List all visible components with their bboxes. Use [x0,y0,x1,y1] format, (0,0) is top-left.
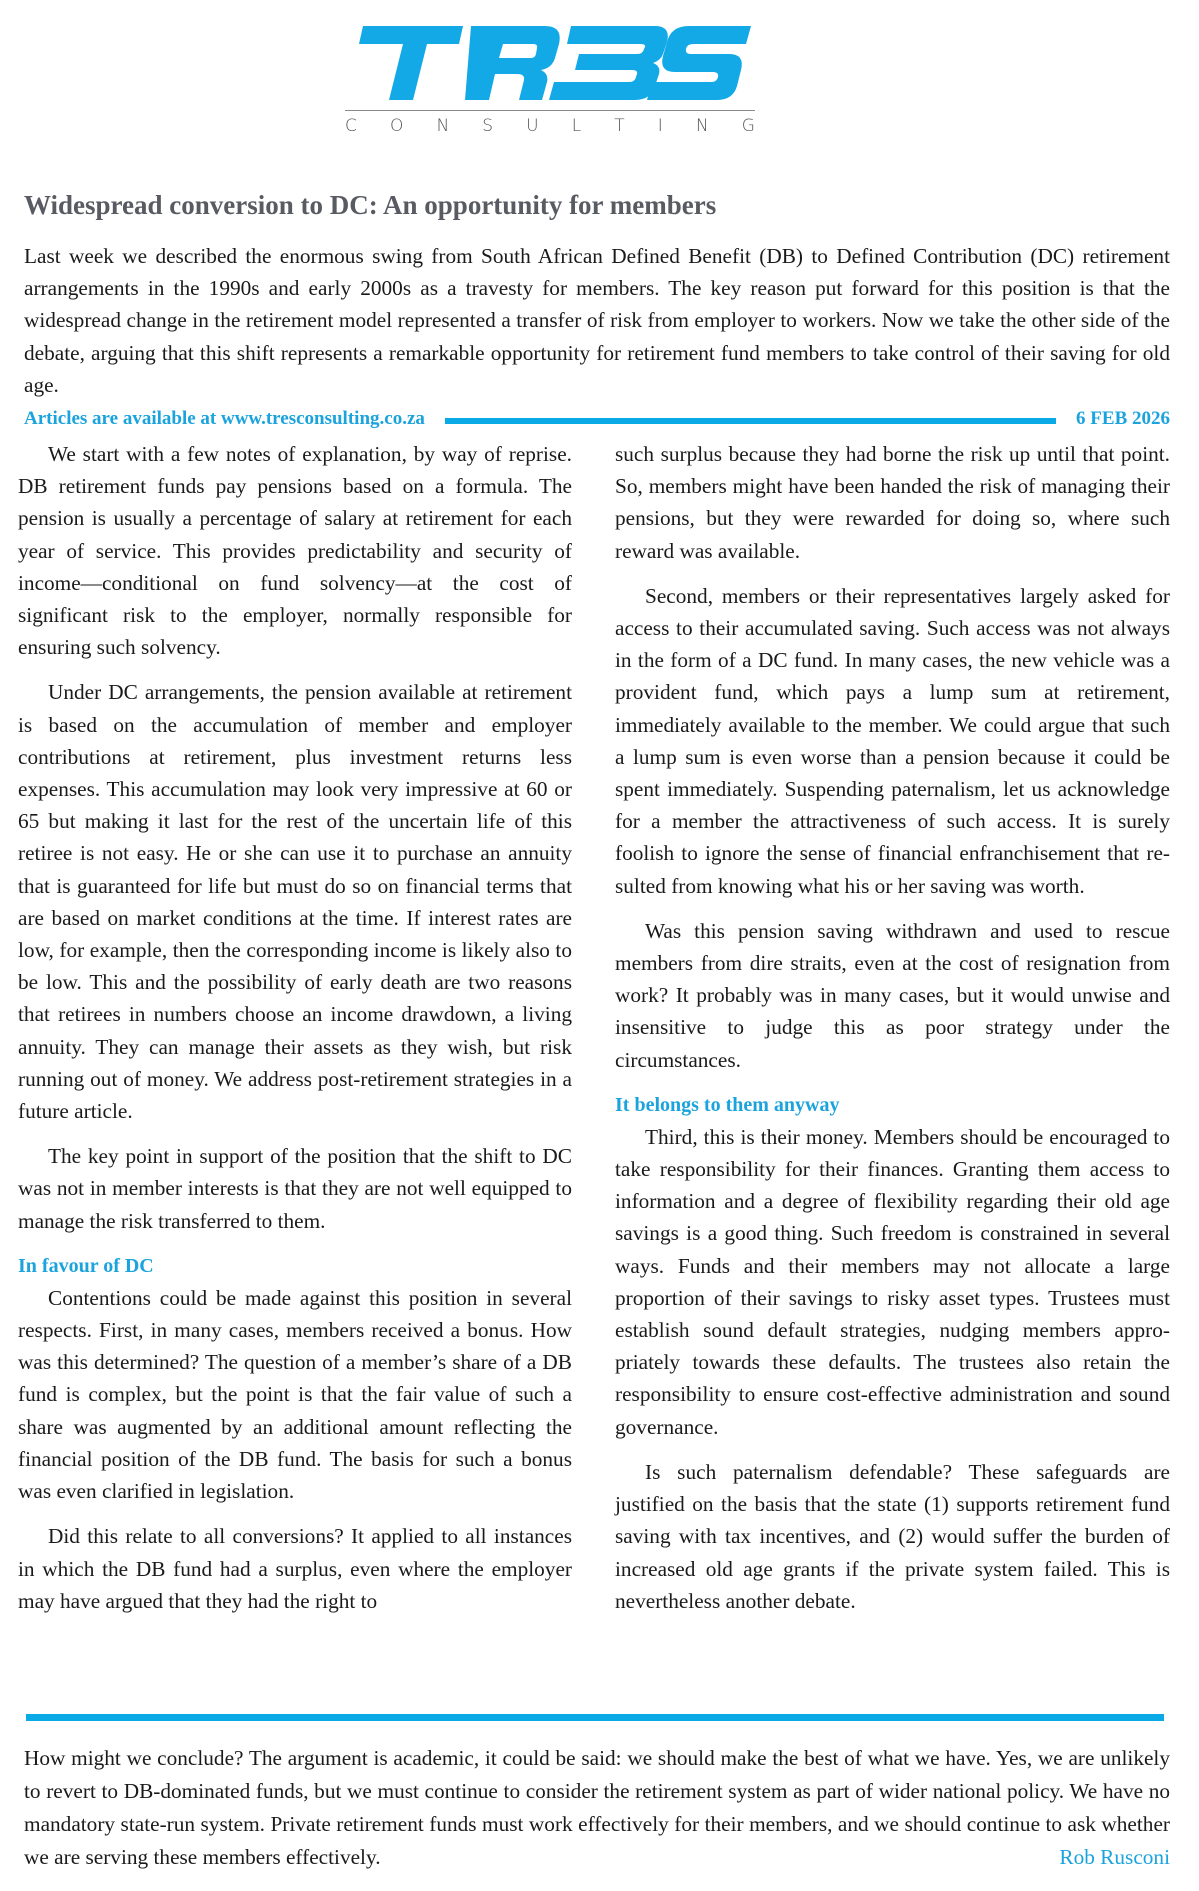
paragraph: Under DC arrangements, the pension available at retirement is based on the accumulation of member and employer contributions at retirement, plus investment returns less expenses. This accumulation may look very impressive at 60 or 65 but making it last for the rest of the uncertain life of this retiree is not easy. He or she can use it to purchase an annuity that is guaranteed for life but must do so on financial terms that are based on market conditions at the time. If interest rates are low, for example, then the corresponding income is likely also to be low. This and the possibility of early death are two reasons that retirees in numbers choose an income drawdown, a living annuity. They can manage their assets as they wish, but risk running out of money. We address post-retirement strategies in a future article. [18,680,572,1124]
article-intro: Last week we described the enormous swing from South African Defined Benefit (DB) to Defined Contribution (DC) retirement arrangements in the 1990s and early 2000s as a travesty for members. The key reason put forward for this position is that the widespread change in the retirement model represented a transfer of risk from employer to workers. Now we take the other side of the debate, arguing that this shift represents a remarkable opportunity for retirement fund members to take control of their saving for old age. [24,244,1170,397]
dateline-rule [445,418,1056,424]
right-column [615,438,1170,1630]
dateline [24,406,1170,432]
logo-divider [345,110,755,111]
paragraph: The key point in support of the position that the shift to DC was not in member interests is that they are not well equipped to manage the risk transferred to them. [18,1144,572,1233]
paragraph: Second, members or their representatives largely asked for access to their accumulated saving. Such access was not always in the form of a DC fund. In many cases, the new vehicle was a provident fund, which pays a lump sum at retirement, immediately available to the member. We could argue that such a lump sum is even worse than a pension because it could be spent immediately. Suspending paternalism, let us acknowledge for a member the attractiveness of such access. It is surely foolish to ignore the sense of financial enfranchisement that resulted from knowing what his or her saving was worth. [615,583,1170,898]
logo-subtitle: C O N S U L T I N G [345,116,755,136]
paragraph: Third, this is their money. Members should be encouraged to take responsibility for their finances. Granting them access to information and a degree of flexibility regarding their old age savings is a good thing. Such freedom is constrained in several ways. Funds and their members may not allocate a large proportion of their savings to risky asset types. Trustees must establish sound default strategies, nudging members appropriately towards these defaults. The trustees also retain the responsibility to ensure cost-effective administration and sound governance. [615,1124,1170,1439]
paragraph: We start with a few notes of explanation, by way of reprise. DB retirement funds pay pensions based on a formula. The pension is usually a percentage of salary at retirement for each year of service. This provides predictability and security of income—conditional on fund solvency—at the cost of significant risk to the employer, normally responsible for ensuring such solvency. [18,442,572,660]
paragraph: Was this pension saving withdrawn and used to rescue members from dire straits, even at the cost of resignation from work? It probably was in many cases, but it would unwise and insensitive to judge this as poor strategy under the circumstances. [615,918,1170,1072]
logo-mark-icon [345,22,755,102]
tres-consulting-logo [345,22,755,140]
author-name: Rob Rusconi [1059,1845,1170,1869]
footer-divider [26,1714,1164,1721]
conclusion-text: How might we conclude? The argument is academic, it could be said: we should make the best of what we have. Yes, we are unlikely to revert to DB-dominated funds, but we must continue to consider the retirement system as part of wider national policy. We have no mandatory state-run system. Private retirement funds must work effectively for their members, and we should continue to ask whether we are serving these members effectively. [24,1746,1170,1869]
paragraph: such surplus because they had borne the risk up until that point. So, members might have been handed the risk of managing their pensions, but they were rewarded for doing so, where such reward was available. [615,442,1170,563]
section-heading: It belongs to them anyway [615,1093,840,1116]
section-heading: In favour of DC [18,1254,154,1277]
paragraph: Did this relate to all conversions? It applied to all instances in which the DB fund had a surplus, even where the employer may have argued that they had the right to [18,1524,572,1613]
conclusion [24,1742,1170,1874]
website-link[interactable]: Articles are available at www.tresconsulting.co.za [24,408,425,429]
publication-date: 6 FEB 2026 [1076,408,1170,429]
left-column [18,438,572,1630]
paragraph: Contentions could be made against this position in several respects. First, in many cases, members received a bonus. How was this determined? The question of a member’s share of a DB fund is complex, but the point is that the fair value of such a share was augmented by an additional amount reflecting the financial position of the DB fund. The basis for such a bonus was even clarified in legislation. [18,1285,572,1504]
paragraph: Is such paternalism defendable? These safeguards are justified on the basis that the state (1) supports retirement fund saving with tax incentives, and (2) would suffer the burden of increased old age grants if the private system failed. This is nevertheless another debate. [615,1459,1170,1613]
article-title: Widespread conversion to DC: An opportunity for members [24,190,717,220]
